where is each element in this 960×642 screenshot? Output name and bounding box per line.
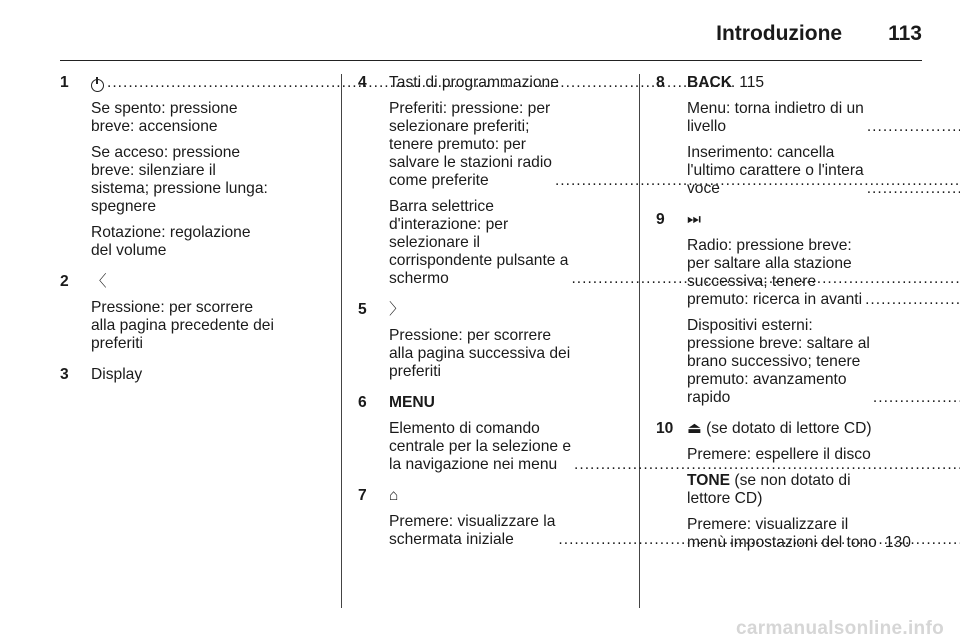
description: Premere: visualizzare il menù impostazioni del tono (687, 516, 877, 551)
description: Se spento: pressione breve: accensione (91, 100, 238, 135)
chevron-right-icon: 〉 (389, 301, 405, 318)
power-icon (91, 79, 104, 92)
entry-number: 5 (358, 301, 367, 318)
description: Premere: visualizzare la schermata iniziale (389, 513, 556, 548)
entry-heading: MENU (389, 394, 435, 411)
description: Premere: espellere il disco (687, 446, 871, 463)
entry-8 (656, 74, 922, 206)
tone-label: TONE (687, 472, 731, 489)
column-3 (656, 74, 922, 565)
entry-10 (656, 420, 922, 560)
page-number: 113 (888, 22, 922, 45)
description: (se non dotato di lettore CD) (687, 472, 851, 507)
page-header (60, 14, 922, 54)
description: Display (91, 366, 143, 383)
skip-forward-icon: ⏭ (687, 211, 702, 228)
chevron-left-icon: 〈 (91, 273, 107, 290)
entry-number: 4 (358, 74, 367, 91)
entry-5 (358, 301, 624, 389)
entry-2 (60, 273, 326, 361)
description: Preferiti: pressione: per selezionare preferiti; tenere premuto: per salvare le stazioni radio come preferite (389, 100, 552, 189)
header-rule (60, 60, 922, 61)
entry-9 (656, 211, 922, 415)
entry-3 (60, 366, 326, 392)
description: Dispositivi esterni: pressione breve: saltare al brano successivo; tenere premuto: avanzamento rapido (687, 317, 870, 406)
page-ref: 130 (884, 534, 911, 551)
entry-number: 10 (656, 420, 674, 437)
description: Pressione: per scorrere alla pagina precedente dei preferiti (91, 299, 274, 352)
page-ref: 115 (739, 74, 765, 91)
description: Rotazione: regolazione del volume (91, 224, 251, 259)
entry-6 (358, 394, 624, 482)
description: Se acceso: pressione breve: silenziare il sistema; pressione lunga: spegnere (91, 144, 268, 215)
entry-number: 2 (60, 273, 69, 290)
description: Radio: pressione breve: per saltare alla stazione successiva; tenere premuto: ricerca in avanti (687, 237, 863, 308)
description: Inserimento: cancella l'ultimo carattere o l'intera voce (687, 144, 864, 197)
entry-number: 3 (60, 366, 69, 383)
entry-heading: (se dotato di lettore CD) (701, 420, 872, 437)
eject-icon: ⏏ (687, 420, 702, 437)
description: Elemento di comando centrale per la selezione e la navigazione nei menu (389, 420, 572, 473)
entry-4 (358, 74, 624, 296)
description: Menu: torna indietro di un livello (687, 100, 864, 135)
column-2 (358, 74, 624, 562)
description: Pressione: per scorrere alla pagina successiva dei preferiti (389, 327, 571, 380)
section-title: Introduzione (716, 22, 843, 45)
entry-7 (358, 487, 624, 557)
entry-number: 7 (358, 487, 367, 504)
watermark: carmanualsonline.info (736, 618, 944, 639)
entry-number: 8 (656, 74, 665, 91)
description: Barra selettrice d'interazione: per selezionare il corrispondente pulsante a schermo (389, 198, 569, 287)
entry-heading: BACK (687, 74, 733, 91)
entry-number: 1 (60, 74, 69, 91)
entry-heading: Tasti di programmazione (389, 74, 559, 91)
home-icon: ⌂ (389, 487, 399, 504)
entry-number: 6 (358, 394, 367, 411)
entry-number: 9 (656, 211, 665, 228)
